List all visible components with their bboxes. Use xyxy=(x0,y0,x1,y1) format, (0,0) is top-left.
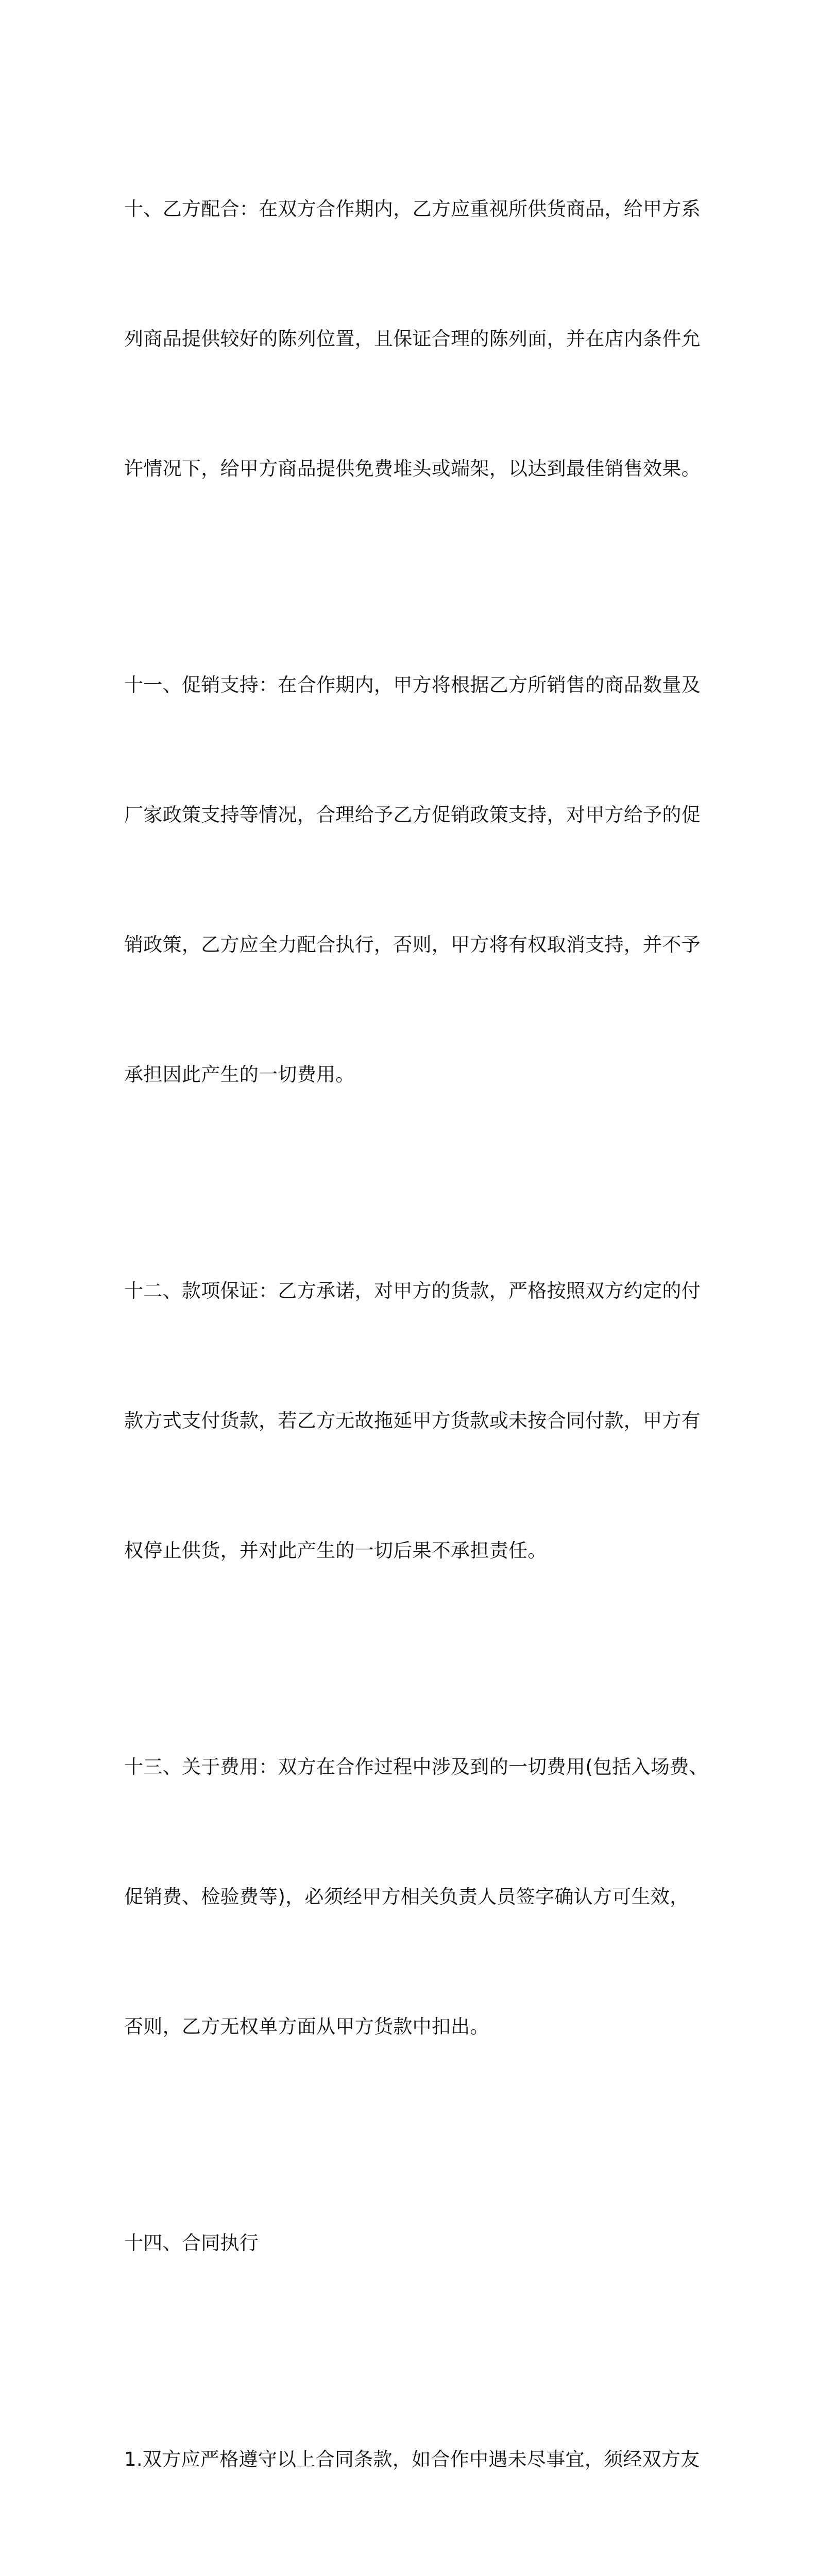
text-line: 承担因此产生的一切费用。 xyxy=(124,1063,355,1086)
clause-12-paragraph xyxy=(124,1183,701,1659)
text-line: 列商品提供较好的陈列位置，且保证合理的陈列面，并在店内条件允 xyxy=(124,328,701,350)
text-line: 厂家政策支持等情况，合理给予乙方促销政策支持，对甲方给予的促 xyxy=(124,804,701,826)
text-line: 款方式支付货款，若乙方无故拖延甲方货款或未按合同付款，甲方有 xyxy=(124,1410,701,1432)
section-heading: 十四、合同执行 xyxy=(124,2232,259,2254)
clause-10-paragraph xyxy=(124,101,701,577)
clause-13-paragraph xyxy=(124,1659,708,2135)
text-line xyxy=(124,2568,701,2576)
text-line: 许情况下，给甲方商品提供免费堆头或端架，以达到最佳销售效果。 xyxy=(124,457,701,480)
text-line: 促销费、检验费等)，必须经甲方相关负责人员签字确认方可生效， xyxy=(124,1886,689,1908)
clause-14-heading xyxy=(124,2135,701,2351)
clause-11-paragraph xyxy=(124,577,701,1183)
text-line: 1.双方应严格遵守以上合同条款，如合作中遇未尽事宜，须经双方友 xyxy=(124,2448,700,2470)
text-line: 十二、款项保证：乙方承诺，对甲方的货款，严格按照双方约定的付 xyxy=(124,1280,701,1302)
clause-14-1-paragraph xyxy=(124,2351,701,2576)
text-line: 权停止供货，并对此产生的一切后果不承担责任。 xyxy=(124,1539,547,1562)
text-line: 否则，乙方无权单方面从甲方货款中扣出。 xyxy=(124,2015,489,2038)
document-body xyxy=(124,101,708,2576)
text-line: 十、乙方配合：在双方合作期内，乙方应重视所供货商品，给甲方系 xyxy=(124,198,701,220)
text-line: 十一、促销支持：在合作期内，甲方将根据乙方所销售的商品数量及 xyxy=(124,674,701,696)
text-line: 十三、关于费用：双方在合作过程中涉及到的一切费用(包括入场费、 xyxy=(124,1756,708,1778)
text-line: 销政策，乙方应全力配合执行，否则，甲方将有权取消支持，并不予 xyxy=(124,934,701,956)
